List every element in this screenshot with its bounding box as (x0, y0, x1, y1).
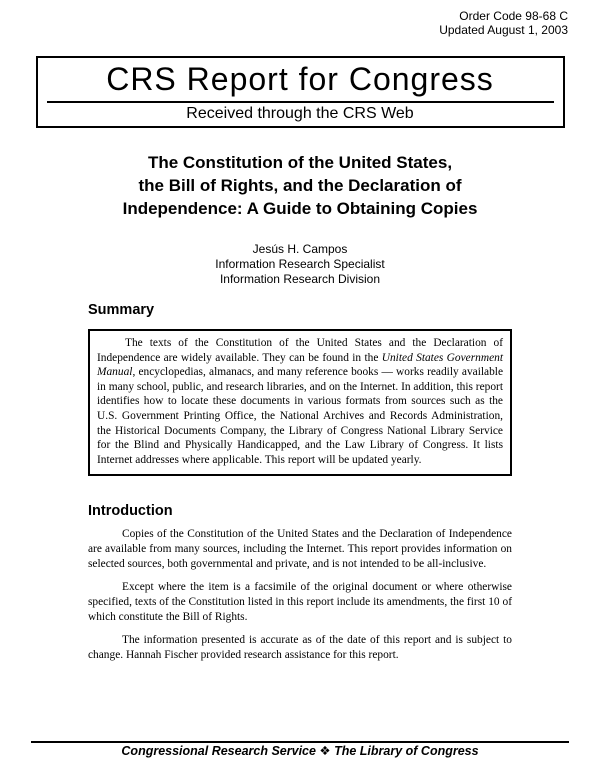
updated-date: Updated August 1, 2003 (439, 23, 568, 37)
report-title-line-3: Independence: A Guide to Obtaining Copies (122, 199, 478, 218)
summary-box (88, 329, 512, 476)
author-division: Information Research Division (219, 272, 381, 286)
order-code-block (0, 0, 568, 37)
order-code: Order Code 98-68 C (459, 9, 568, 23)
masthead-subtitle: Received through the CRS Web (186, 105, 414, 122)
author-name: Jesús H. Campos (252, 242, 348, 256)
author-role: Information Research Specialist (215, 257, 385, 271)
summary-paragraph: The texts of the Constitution of the United States and the Declaration of Independence are widely available. They can be found in the United States Government Manual, encyclopedias, almanacs, and many reference books — works readily available in many school, public, and research libraries, and on the Internet. In addition, this report identifies how to locate these documents in various formats from sources such as the U.S. Government Printing Office, the National Archives and Records Administration, the Historical Documents Company, the Library of Congress National Library Service for the Blind and Physically Handicapped, and the Law Library of Congress. It lists Internet addresses where applicable. This report will be updated yearly. (97, 337, 503, 466)
author-block (0, 242, 600, 287)
page-footer (31, 741, 569, 760)
masthead-box (36, 56, 565, 128)
intro-paragraph-3: The information presented is accurate as of the date of this report and is subject to change. Hannah Fischer provided research assistance for this report. (88, 634, 512, 662)
report-title-line-2: the Bill of Rights, and the Declaration of (138, 176, 462, 195)
introduction-heading: Introduction (88, 503, 173, 520)
masthead-title: CRS Report for Congress (106, 61, 494, 97)
summary-heading: Summary (88, 302, 155, 318)
footer-text: Congressional Research Service ❖ The Library of Congress (121, 744, 479, 758)
report-title-line-1: The Constitution of the United States, (147, 153, 453, 172)
intro-paragraph-2: Except where the item is a facsimile of the original document or where otherwise specified, texts of the Constitution listed in this report include its amendments, the first 10 of which constitute the Bill of Rights. (88, 581, 512, 624)
report-title (0, 151, 600, 220)
intro-paragraph-1: Copies of the Constitution of the United States and the Declaration of Independence are available from many sources, including the Internet. This report provides information on selected sources, both governmental and private, and is not intended to be all-inclusive. (88, 528, 512, 571)
